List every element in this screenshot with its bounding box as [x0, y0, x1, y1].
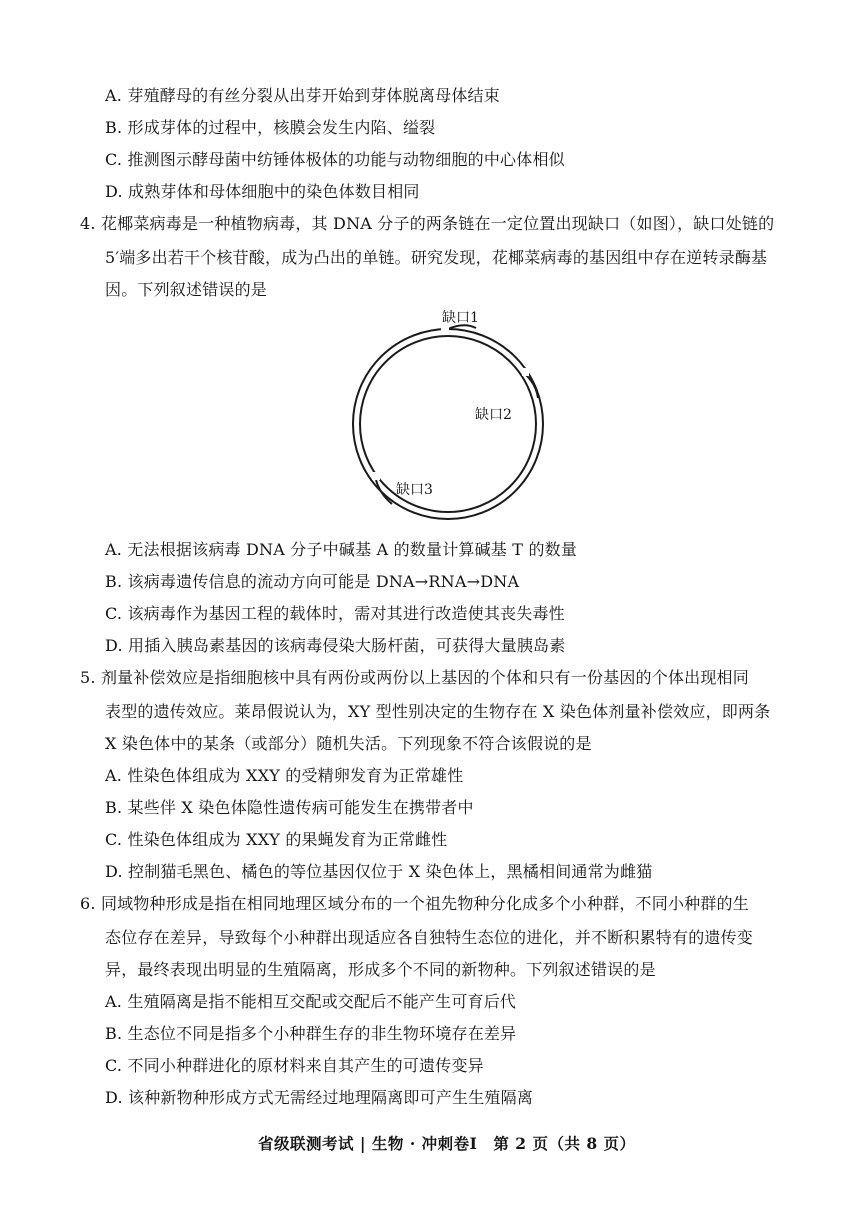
- circular-dna-figure: [300, 300, 560, 530]
- q6-stem-line3: 异，最终表现出明显的生殖隔离，形成多个不同的新物种。下列叙述错误的是: [105, 960, 656, 979]
- q4-option-a: A. 无法根据该病毒 DNA 分子中碱基 A 的数量计算碱基 T 的数量: [105, 540, 578, 559]
- q6-stem-line1: 6. 同域物种形成是指在相同地理区域分布的一个祖先物种分化成多个小种群，不同小种群的生: [80, 894, 749, 913]
- q5-stem-line2: 表型的遗传效应。莱昂假说认为，XY 型性别决定的生物存在 X 染色体剂量补偿效应，即两条: [105, 702, 771, 721]
- gap1-label: 缺口1: [442, 310, 479, 326]
- q5-option-d: D. 控制猫毛黑色、橘色的等位基因仅位于 X 染色体上，黑橘相间通常为雌猫: [105, 862, 653, 881]
- q4-stem-line3: 因。下列叙述错误的是: [105, 280, 268, 299]
- q4-option-b: B. 该病毒遗传信息的流动方向可能是 DNA→RNA→DNA: [105, 572, 520, 591]
- q3-option-b: B. 形成芽体的过程中，核膜会发生内陷、缢裂: [105, 118, 436, 137]
- q3-option-d: D. 成熟芽体和母体细胞中的染色体数目相同: [105, 182, 420, 201]
- page-footer: 省级联测考试 | 生物 · 冲刺卷Ⅰ 第 2 页（共 8 页）: [258, 1134, 636, 1153]
- gap2-label: 缺口2: [475, 407, 512, 423]
- q6-option-a: A. 生殖隔离是指不能相互交配或交配后不能产生可育后代: [105, 992, 517, 1011]
- gap3-label: 缺口3: [396, 482, 433, 498]
- q5-option-a: A. 性染色体组成为 XXY 的受精卵发育为正常雄性: [105, 766, 464, 785]
- q3-option-c: C. 推测图示酵母菌中纺锤体极体的功能与动物细胞的中心体相似: [105, 150, 565, 169]
- q6-stem-line2: 态位存在差异，导致每个小种群出现适应各自独特生态位的进化，并不断积累特有的遗传变: [105, 928, 754, 947]
- q6-option-d: D. 该种新物种形成方式无需经过地理隔离即可产生生殖隔离: [105, 1088, 534, 1107]
- q6-option-b: B. 生态位不同是指多个小种群生存的非生物环境存在差异: [105, 1024, 517, 1043]
- q6-option-c: C. 不同小种群进化的原材料来自其产生的可遗传变异: [105, 1056, 484, 1075]
- q5-option-b: B. 某些伴 X 染色体隐性遗传病可能发生在携带者中: [105, 798, 474, 817]
- q4-stem-line2: 5′端多出若干个核苷酸，成为凸出的单链。研究发现，花椰菜病毒的基因组中存在逆转录酶基: [105, 248, 768, 267]
- q4-stem-line1: 4. 花椰菜病毒是一种植物病毒，其 DNA 分子的两条链在一定位置出现缺口（如图），缺口处链的: [80, 214, 775, 233]
- q4-option-c: C. 该病毒作为基因工程的载体时，需对其进行改造使其丧失毒性: [105, 604, 565, 623]
- q3-option-a: A. 芽殖酵母的有丝分裂从出芽开始到芽体脱离母体结束: [105, 86, 500, 105]
- q5-option-c: C. 性染色体组成为 XXY 的果蝇发育为正常雌性: [105, 830, 448, 849]
- dna-inner-strand: [360, 336, 536, 512]
- q5-stem-line1: 5. 剂量补偿效应是指细胞核中具有两份或两份以上基因的个体和只有一份基因的个体出现相同: [80, 668, 749, 687]
- q5-stem-line3: X 染色体中的某条（或部分）随机失活。下列现象不符合该假说的是: [105, 734, 592, 753]
- q4-option-d: D. 用插入胰岛素基因的该病毒侵染大肠杆菌，可获得大量胰岛素: [105, 636, 566, 655]
